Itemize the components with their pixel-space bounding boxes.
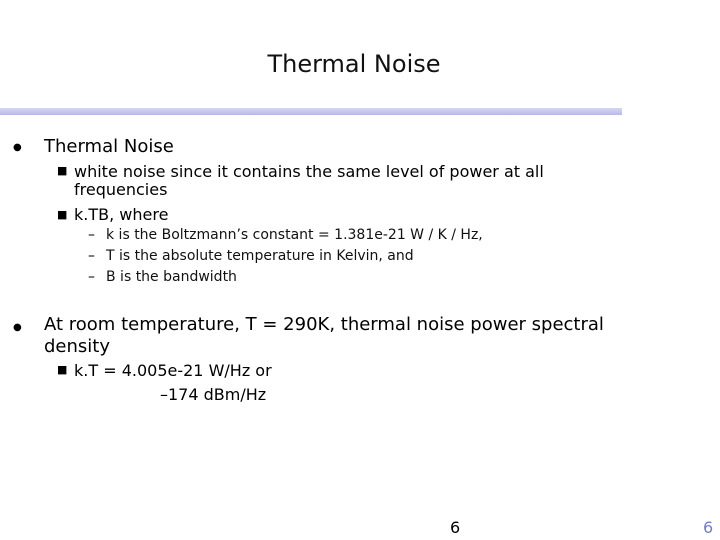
dash-bullet-icon: –	[88, 269, 95, 285]
subbullet-text: k.TB, where	[74, 205, 169, 224]
page-number: 6	[450, 518, 461, 537]
bullet-heading: Thermal Noise	[44, 136, 174, 157]
subbullet-text: k.T = 4.005e-21 W/Hz or	[74, 361, 272, 380]
definition-item: B is the bandwidth	[106, 269, 237, 285]
slide-title: Thermal Noise	[267, 50, 441, 78]
subbullet-text-cont: –174 dBm/Hz	[160, 385, 267, 404]
slide-number: 6	[703, 518, 714, 537]
title-underline	[0, 108, 622, 115]
bullet-dot: ●	[13, 322, 22, 333]
square-bullet-icon: ■	[57, 363, 68, 376]
bullet-heading: At room temperature, T = 290K, thermal noise power spectral	[44, 314, 604, 335]
definition-item: k is the Boltzmann’s constant = 1.381e-21 W / K / Hz,	[106, 227, 483, 243]
subbullet-text-cont: frequencies	[74, 180, 168, 199]
square-bullet-icon: ■	[57, 208, 68, 221]
bullet-dot: ●	[13, 142, 22, 153]
dash-bullet-icon: –	[88, 248, 95, 264]
dash-bullet-icon: –	[88, 227, 95, 243]
square-bullet-icon: ■	[57, 164, 68, 177]
definition-item: T is the absolute temperature in Kelvin, and	[106, 248, 414, 264]
subbullet-text: white noise since it contains the same level of power at all	[74, 162, 544, 181]
bullet-heading-cont: density	[44, 336, 110, 357]
